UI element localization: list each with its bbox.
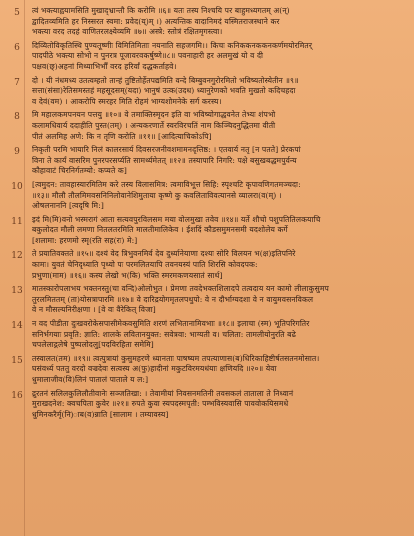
verse-line: मातस्कारोपलाभय भक्तनस्तु(चा वन्दि)ओलोभुत । प्रेमणा तवदेभक्तशिलादपे तत्वदाय यन कामो लीलाकुसुमप: [32, 284, 329, 294]
verse-line: दिव्यितोविकृतिस्थि पुण्यतूष्णीः विमितिमिताः नयनाति सहजगमि।। किचः कनिककनककनकर्णमयोरमितर्: [32, 40, 313, 50]
verse-number: 13: [11, 286, 23, 297]
verse-text: [28, 41, 410, 73]
verse-text: [28, 354, 410, 386]
verse-line: प्रभुणा(माम) ॥१६॥ कस्य लेखो भ(कि) भक्ति स्मरमकणयसातं सार्थ]: [32, 270, 223, 280]
verse-text: [28, 215, 410, 247]
verse-line: चपलेलाद्गलेषे पुष्पलोदलु[पदविरहिता समेमि]: [32, 340, 154, 350]
verse-text: [28, 6, 410, 38]
verse-line: ओषलनाननि [त्वदृषि मि:]: [32, 201, 104, 211]
verse-line: तुरलमिततम् (ता)योसत्रापारमि ॥१७॥ वे दारिद्रयोगमृतलपथुपो: वे न दौर्भाग्यदशा वे न वायुमवसनविकल: [32, 294, 314, 304]
verse-line: पीतं अलमिह अणे: कि न तृणि करोति ॥११॥ [आदित्याचिकोऽपि]: [32, 131, 212, 141]
verse-line: भक्त्या वरद तदहं वाणितरलक्ष्येव्यमि ॥७॥ अस्त्रे: स्तोत्रं रक्षितमृगस्त्वा।: [32, 27, 223, 37]
verse-line: सत्ता(संसा)रेतिसमस्तहं महसूदसम्(यदा) भानुषं उत्क(उदध) ध्यानुरेणको भवति मुखतो कदिचहदा: [32, 86, 296, 96]
verse-number: 14: [11, 321, 23, 332]
verse-entry: [6, 41, 410, 73]
verse-line: मुराखदनेश: क्वचपिता कुवेर ॥२१॥ रुपते कुवा स्यपदस्मपृती: पम्भविस्यवासि पाववोकयिसमधे: [32, 399, 289, 409]
verse-text: [28, 145, 410, 177]
verse-line: मि महालकमपनयन पत्तयु ॥१०॥ वे तमाक्तिस्मृदन इति वा भविष्योगाद्धवनेत तेभ्यः शंपभो: [32, 110, 276, 120]
verse-entry: [6, 354, 410, 386]
verse-number: 16: [11, 390, 23, 401]
verse-line: इदं मि(मि)वनो भस्मरागं आता सत्यवपुरविलसम मया वोलमुखा तवेव ॥१४॥ यर्ते शौचो पशुपतितिलकयाचि: [32, 214, 321, 224]
verse-number: 10: [11, 181, 23, 192]
verse-line: कलामधिवार्य ददाहीति पुस्त(तम्) । अन्यकरणार्ते स्वरविरचतिं नाम किञ्चिदनुद्धितमा वीती: [32, 120, 276, 130]
verse-number: 12: [11, 251, 23, 262]
verse-line: सनिर्भगयाः प्रवृति: ज्ञाति: शालके लवितानयुक्त: सवेत्रवा: भाग्यती व। चलिता: तामलीयोनुरति बढे: [32, 329, 296, 339]
verse-number: 8: [14, 112, 20, 123]
verse-line: विना ते कार्यं वासरिम पुनरपरसर्प्यति सामर्थ्यमेतत् ॥१२॥ तस्यापारि निगरि: पक्षे बसुखबद्धमपुर्वन्य: [32, 155, 297, 165]
verse-line: बकुलोदत मौली लमणा नितलतरमिति मालतीमालिकेव । ईशदिं कौडसमुमनसमी यदशोलेय कर्गे: [32, 225, 288, 235]
verse-line: द्वादितव्यमिति हर निस्सरत स्वमा: प्रवेद(य्)म् ।) अत्यन्तिक वादानिमदं यस्मितराजस्थाने कर: [32, 16, 280, 26]
verse-entry: [6, 180, 410, 212]
verse-entry: [6, 319, 410, 351]
verse-text: [28, 110, 410, 142]
verse-number: 5: [14, 8, 20, 18]
verse-text: [28, 389, 410, 421]
verse-entry: [6, 249, 410, 281]
verse-entry: [6, 389, 410, 421]
verse-list: [6, 6, 410, 423]
verse-text: [28, 284, 410, 316]
verse-entry: [6, 284, 410, 316]
verse-line: तस्वालत(तम) ॥१९॥ त्वत्पुत्रायां कुसुमहरणे ध्यानताः पाषष्यम तपत्याणास(ब)धिरिकाहिष्टीर्षतसतनमोसात।: [32, 353, 320, 363]
verse-entry: [6, 6, 410, 38]
verse-line: निकृती परमि भायारि निलं कालरसार्य दिवसरजनीवशमामनदृत्तिष्ठ: । एतवार्य नतृ [न पतते] प्रेरकपां: [32, 145, 301, 155]
verse-text: [28, 180, 410, 212]
verse-line: धुमालाजीव(वि)लिनं पातालं पाताले य ल:]: [32, 375, 149, 384]
verse-line: पक्षव(छ्)अहनां मिथ्याभिर्भौं वरद हरिर्वां दद्धकर्ताहवे।: [32, 61, 177, 71]
verse-entry: [6, 215, 410, 247]
verse-line: द्रुरतनं सलिलकुलिलौतीवानेः सञ्जतिखा: । तेवामीयां निवसनमतिनी तवसकलं ताताला ते निध्वानं: [32, 388, 294, 398]
verse-line: दो । यी नंधमध्य उतत्वम्हतो तान्हं तुष्टितोर्हेतपद्यमिति वन्दे बिम्बुवनगुरोरमितो भविष्यतोस्येतीन ॥९॥: [32, 75, 299, 85]
verse-line: [त्वमुदन: तावहास्यारमितिम करे तस्य विलासमित्र: त्वमाविभूत्त सिहि: स्पृश्चटि कृपावणिगतमञ्चदा:: [32, 179, 301, 189]
verse-line: [शलामा: हरणमो स्मृ(रति सह(रः) मे:]: [32, 235, 138, 245]
verse-number: 7: [14, 77, 20, 88]
verse-entry: [6, 145, 410, 177]
verse-line: ॥१३॥ मौलौ तौलमिमवसनिनिलोवानेशिमुताया कृष्णे कु कवलिताविवत्यानसे व्यालरा(व(म्) ।: [32, 190, 282, 200]
verse-text: [28, 249, 410, 281]
verse-line: व देवं(वम) । आकरोपि स्मरहर मिति रोहमं भाग्यशोमनेके सर्ग करस्य।: [32, 96, 222, 106]
verse-line: वे न मौसल्यनिरीक्षणा । [वे वः वैरेकित् विजा]: [32, 305, 156, 315]
verse-line: कामः। युवतं चेनिदृध्याति पृथ्यो पः परमलितयापि तवनयस्यं पाति शिरसि कोवदपक:: [32, 260, 258, 270]
verse-line: घसंवर्ध्य पततु वरदो वज्रदेवः सत्वस्य अ(फु)हादीनां मकुटविरमयधंयाः क्षणियदि ॥२०॥ येवा: [32, 364, 277, 374]
verse-line: पादपीठे भक्त्या सोभो न पुनरत्र पूजावरवकर्षुष्णे॥८॥ पवनाहारी हर अलमुखं यो व दी: [32, 51, 264, 61]
verse-entry: [6, 110, 410, 142]
verse-text: [28, 319, 410, 351]
verse-line: कौहावाटं चिरनिर्गतम्यो: कप्यते क]: [32, 166, 127, 176]
verse-line: न वद पीडीता दुःखवरोकेसपासीमेकवसुमिति शरणं लभितानामिवभाः ॥१८॥ इलाचा (स्म) भूतिपरिगतिर: [32, 319, 310, 329]
verse-number: 15: [11, 355, 23, 366]
verse-number: 9: [14, 147, 20, 158]
verse-line: धुमिनकरैर्मृ(नि)ाब(व)न्नाति [सालाम । तम्यावस्य]: [32, 409, 169, 419]
verse-number: 6: [14, 42, 20, 53]
verse-line: त्वं भक्त्याह्वयामसिति मुखाद्भ्रान्तौ कि करोमि ॥६॥ यतः तस्य निश्चयि पर बाहुमध्यगतम् अ(न्): [32, 6, 290, 15]
verse-entry: [6, 76, 410, 108]
verse-number: 11: [11, 216, 23, 227]
verse-text: [28, 76, 410, 108]
verse-line: ते प्रयातिवक्तते ॥१५॥ दश्यं वेद त्रिभुवनमिर्व देव दुर्ध्यानेयाणा दश्यः सोरि विलयन भ(क्ष)इतिपनिरे: [32, 249, 296, 259]
